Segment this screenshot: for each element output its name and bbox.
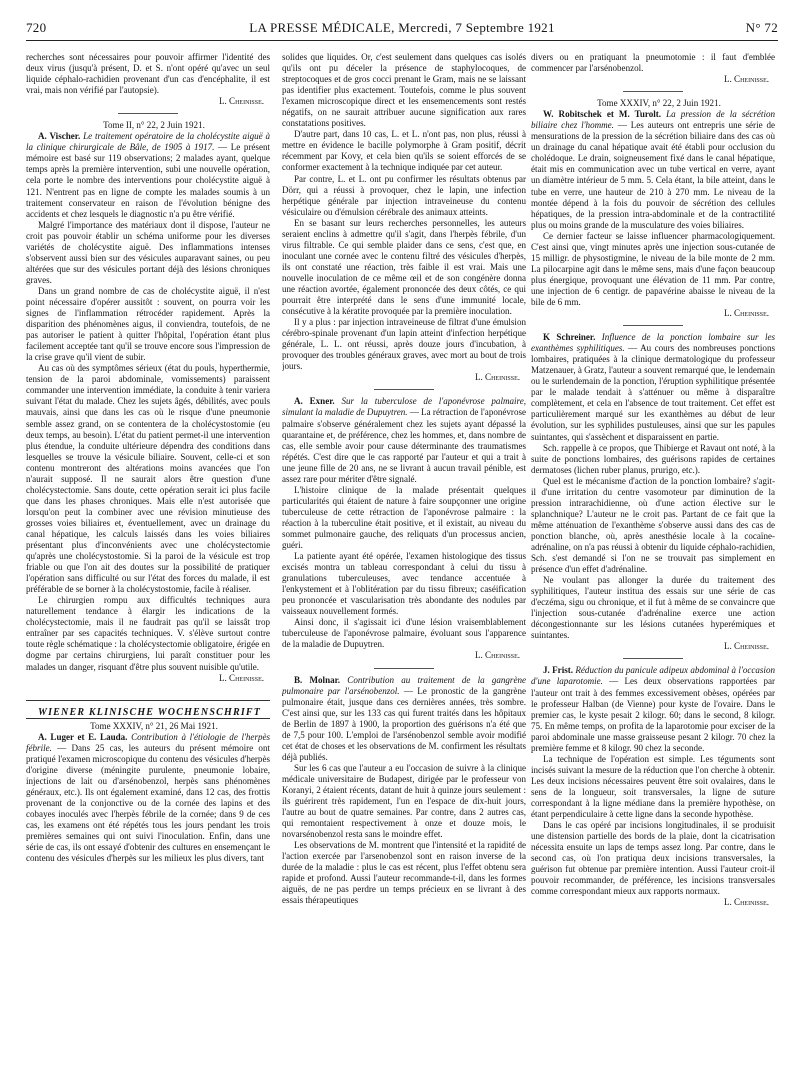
author: A. Luger et E. Lauda. bbox=[38, 731, 128, 742]
paragraph: Malgré l'importance des matériaux dont il dispose, l'auteur ne croit pas pouvoir établir un schéma uniforme pour les diverses variétés de cholécystite aiguë. Des inflammations intenses s'observent aussi bien sur des vésicules auparavant saines, ou peu altérées que sur des vésicules portant déjà des lésions chroniques graves. bbox=[26, 219, 270, 285]
column-2 bbox=[282, 52, 526, 1078]
article-frist bbox=[531, 665, 775, 753]
paragraph: Dans un grand nombre de cas de cholécystite aiguë, il n'est point nécessaire d'opérer aussitôt : souvent, on pourra voir les signes de l'inflammation rétrocéder rapidement. Après la disparition des phénomènes aigus, il conviendra, toutefois, de ne pas autoriser le patient à quitter l'hôpital, l'opération étant plus facilement acceptée tant qu'il se trouve encore sous l'impression de la crise grave qu'il vient de subir. bbox=[26, 285, 270, 363]
paragraph: — Les deux observations rapportées par l'auteur ont trait à des femmes excessivement obèses, opérées par le professeur Halban (de Vienne) pour kyste de l'ovaire. Dans le premier cas, le kyste pesait 2 kilogr. 60; dans le second, 8 kilogr. 75. En même temps, on profita de la laparotomie pour exciser de la paroi abdominale une masse graisseuse pesant 2 kilogr. 70 chez la première femme et 8 kilogr. 90 chez la seconde. bbox=[531, 676, 775, 753]
reference-line: Tome II, n° 22, 2 Juin 1921. bbox=[103, 120, 205, 131]
paragraph: divers ou en pratiquant la pneumotomie : il faut d'emblée commencer par l'arsénobenzol. bbox=[531, 52, 775, 74]
column-1 bbox=[26, 52, 270, 1078]
paragraph: solides que liquides. Or, c'est seulement dans quelques cas isolés qu'ils ont pu déceler la présence de staphylocoques, de streptocoques et de gros cocci prenant le Gram, mais ne se laissant pas identifier plus exactement. Toutefois, comme le plus souvent l'examen microscopique direct et les ensemencements sont restés négatifs, on ne saurait attribuer aucune signification aux rares constatations positives. bbox=[282, 52, 526, 129]
paragraph: Ce dernier facteur se laisse influencer pharmacologiquement. C'est ainsi que, vingt minutes après une injection sous-cutanée de 15 milligr. de physostigmine, le niveau de la bile monte de 2 mm. La pilocarpine agit dans le même sens, mais d'une façon beaucoup plus énergique, provoquant une élévation de 11 mm. Par contre, une injection de 6 centigr. de papavérine abaisse le niveau de la bile de 6 mm. bbox=[531, 230, 775, 307]
article-schreiner bbox=[531, 332, 775, 442]
paragraph: Ainsi donc, il s'agissait ici d'une lésion vraisemblablement tuberculeuse de l'aponévrose palmaire, évoluant sous l'apparence de la maladie de Dupuytren. bbox=[282, 617, 526, 650]
page-header bbox=[26, 18, 778, 41]
divider bbox=[26, 718, 270, 719]
paragraph: — Dans 25 cas, les auteurs du présent mémoire ont pratiqué l'examen microscopique du contenu des vésicules d'herpès d'origine diverse (méningite purulente, pneumonie lobaire, injections de lait ou d'arsénobenzol, herpès sans phénomènes généraux, etc.). Ils ont également examiné, dans 12 cas, des frottis provenant de la conjonctive ou de la cornée des lapins et des cobayes inoculés avec l'herpès fébrile de la cornée; dans 9 de ces cas, les examens ont été répétés tous les jours pendant les trois premières semaines qui ont suivi l'inoculation. Enfin, dans une série de cas, ils ont essayé d'obtenir des cultures en ensemençant le contenu des vésicules d'herpès sur les milieux les plus divers, tant bbox=[26, 742, 270, 864]
author: A. Exner. bbox=[294, 396, 335, 407]
separator bbox=[118, 113, 178, 114]
column-3 bbox=[531, 52, 775, 1078]
article-luger-lauda bbox=[26, 732, 270, 865]
signature: L. Cheinisse. bbox=[218, 96, 264, 107]
article-title: Sur la tuberculose de l'aponévrose palmaire, simulant la maladie de Dupuytren. bbox=[282, 396, 526, 418]
divider bbox=[26, 700, 270, 701]
article-title: Contribution à l'étiologie de l'herpès fébrile. bbox=[26, 731, 270, 753]
running-title: LA PRESSE MÉDICALE, Mercredi, 7 Septembre 1921 bbox=[249, 20, 555, 35]
signature: L. Cheinisse. bbox=[474, 650, 520, 661]
paragraph: — Les auteurs ont entrepris une série de mensurations de la pression de la sécrétion biliaire dans des cas où un drainage du canal hépatique avait été établi pour occlusion du cholédoque. Le drain, soigneusement fixé dans le canal hépatique, était mis en communication avec un tube vertical en verre, ayant un diamètre intérieur de 5 mm. 5. Cela étant, la bile atteint, dans le tube en verre, une hauteur de 210 à 270 mm. Le niveau de la montée dépend à la fois du pouvoir de sécrétion des cellules hépatiques, de la pression intra-abdominale et de la contractilité plus ou moins grande de la musculature des voies biliaires. bbox=[531, 120, 775, 230]
article-vischer bbox=[26, 131, 270, 219]
paragraph: D'autre part, dans 10 cas, L. et L. n'ont pas, non plus, réussi à mettre en évidence le bacille polymorphe à Gram positif, décrit récemment par Kovy, et cela bien qu'ils se soient efforcés de se conformer exactement à la technique indiquée par cet auteur. bbox=[282, 129, 526, 173]
paragraph: Les observations de M. montrent que l'intensité et la rapidité de l'action exercée par l'arsenobenzol sont en raison inverse de la durée de la maladie : plus le cas est récent, plus l'effet obtenu sera rapide et profond. Aussi l'auteur recommande-t-il, dans les formes aiguës, de ne pas perdre un temps précieux en se livrant à des essais thérapeutiques bbox=[282, 840, 526, 906]
article-title: Contribution au traitement de la gangrène pulmonaire par l'arsénobenzol. bbox=[282, 674, 526, 696]
separator bbox=[623, 658, 683, 659]
signature: L. Cheinisse. bbox=[218, 672, 264, 683]
article-title: Influence de la ponction lombaire sur les exanthèmes syphilitiques. bbox=[531, 332, 775, 354]
paragraph: recherches sont nécessaires pour pouvoir affirmer l'identité des deux virus (jusqu'à présent, D. et S. n'ont opéré qu'avec un seul liquide céphalo-rachidien provenant d'un cas d'encéphalite, il est vrai, mais non vérifié par l'autopsie). bbox=[26, 52, 270, 96]
signature: L. Cheinisse. bbox=[723, 308, 769, 319]
separator bbox=[374, 389, 434, 390]
article-molnar bbox=[282, 675, 526, 763]
author: B. Molnar. bbox=[294, 674, 341, 685]
signature: L. Cheinisse. bbox=[723, 74, 769, 85]
paragraph: Ne voulant pas allonger la durée du traitement des syphilitiques, l'auteur institua des essais sur une série de cas d'eczéma, sigu ou chronique, et il fut à même de se convaincre que l'injection sous-cutanée d'adrénaline exerce une action décongestionnante sur les lésions cutanées hyperémiques et suintantes. bbox=[531, 575, 775, 641]
paragraph: Quel est le mécanisme d'action de la ponction lombaire? s'agit-il d'une irritation du centre vasomoteur par diminution de la pression intrarachidienne, où d'une action élective sur le splanchnique? L'auteur ne le croit pas. Partant de ce fait que la même atténuation de l'exanthème s'observe aussi dans des cas de ponction blanche, où, après anesthésie locale à la cocaïne-adrénaline, on n'a pas réussi à obtenir du liquide céphalo-rachidien, Sch. s'est demandé si l'on ne se trouvait pas simplement en présence d'un effet d'adrénaline. bbox=[531, 475, 775, 575]
journal-title: WIENER KLINISCHE WOCHENSCHRIFT bbox=[38, 706, 262, 718]
paragraph: — Au cours des nombreuses ponctions lombaires, pratiquées à la clinique dermatologique du professeur Matzenauer, à Gratz, l'auteur a souvent remarqué que, le lendemain ou le surlendemain de la ponction, l'éruption syphilitique présentée par le malade tendait à s'atténuer ou même à disparaître complètement, et cela en l'absence de tout traitement. Cet effet est particulièrement marqué sur les exanthèmes au début de leur évolution, sur les syphilides pustuleuses, ainsi que sur les papules suintantes, qui s'assèchent et disparaissent en partie. bbox=[531, 343, 775, 442]
paragraph: Il y a plus : par injection intraveineuse de filtrat d'une émulsion cérébro-spinale provenant d'un lapin atteint d'infection herpétique générale, L. L. ont réussi, après douze jours d'incubation, à provoquer des troubles généraux graves, avec mort au bout de trois jours. bbox=[282, 317, 526, 372]
separator bbox=[623, 91, 683, 92]
paragraph: — Le présent mémoire est basé sur 119 observations; 2 malades ayant, quelque temps après la première intervention, subi une nouvelle opération, cela porte le nombre des interventions pour cholécystite aiguë à 121. N'entrent pas en ligne de compte les malades soumis à un traitement conservateur en raison de l'évolution bénigne des accidents et chez lesquels le diagnostic n'a pu être vérifié. bbox=[26, 142, 270, 219]
author: K Schreiner. bbox=[543, 332, 596, 343]
author: A. Vischer. bbox=[38, 131, 81, 142]
article-title: La pression de la sécrétion biliaire chez l'homme. bbox=[531, 109, 775, 131]
signature: L. Cheinisse. bbox=[474, 372, 520, 383]
paragraph: La technique de l'opération est simple. Les téguments sont incisés suivant la mesure de la réduction que l'on cherche à obtenir. Les deux incisions nécessaires peuvent être soit ovalaires, dans le sens de la longueur, soit transversales, la ligne de suture correspondant à la ligne médiane dans la première hypothèse, on étant perpendiculaire à cette ligne dans la seconde hypothèse. bbox=[531, 753, 775, 820]
article-robitschek-turolt bbox=[531, 109, 775, 231]
paragraph: La patiente ayant été opérée, l'examen histologique des tissus excisés montra un tableau correspondant à celui du tissu à granulations tuberculeuses, avec tendance accentuée à l'enkystement et à l'oblitération par du tissu fibreux; caséification peu prononcée et vascularisation très abondante des nodules par vaisseaux nouvellement formés. bbox=[282, 551, 526, 617]
reference-line: Tome XXXIV, n° 21, 26 Mai 1921. bbox=[90, 720, 218, 731]
paragraph: Sch. rappelle à ce propos, que Thibierge et Ravaut ont noté, à la suite de ponctions lombaires, des guérisons rapides de certaines dermatoses (lichen ruber planus, prurigo, etc.). bbox=[531, 442, 775, 475]
paragraph: Le chirurgien rompu aux difficultés techniques aura naturellement tendance à élargir les indications de la cholécystectomie, mais il ne faudrait pas qu'il se laissât trop entraîner par ses capacités techniques. V. s'élève surtout contre toute règle schématique : la cholécystectomie obligatoire, érigée en dogme par certains chirurgiens, lui paraît constituer pour les malades un danger, risquant d'être plus souvent nuisible qu'utile. bbox=[26, 595, 270, 672]
author: J. Frist. bbox=[543, 665, 574, 676]
reference-line: Tome XXXIV, n° 22, 2 Juin 1921. bbox=[597, 98, 721, 109]
paragraph: Sur les 6 cas que l'auteur a eu l'occasion de suivre à la clinique médicale universitaire de Budapest, dirigée par le professeur von Koranyi, 2 étaient récents, datant de huit à quinze jours seulement : ils guérirent très rapidement, l'un en l'espace de dix-huit jours, l'autre au bout de quatre semaines. Par contre, dans 2 autres cas, qui remontaient respectivement à onze et douze mois, le novarsénobenzol resta sans le moindre effet. bbox=[282, 762, 526, 840]
paragraph: Au cas où des symptômes sérieux (état du pouls, hyperthermie, tension de la paroi abdominale, vomissements) paraissent commander une intervention immédiate, la conduite à tenir variera suivant l'état du malade. Chez les sujets âgés, débilités, avec pouls mauvais, ainsi que dans les cas où le risque d'une pneumonie semble assez grand, on se contentera de la cholécystostomie (eu deux temps, au besoin). L'état du patient permet-il une intervention plus étendue, la conduite ultérieure dépendra des conditions dans lesquelles se trouve la vésicule biliaire. Souvent, celle-ci et son contenu montreront des altérations moins avancées que l'on n'aurait supposé. Il ne saurait alors être question d'une cholécystectomie. Sans doute, cette opération serait ici plus facile que dans les phases chroniques. Mais elle n'est autorisée que lorsqu'on peut la combiner avec une révision minutieuse des grosses voies biliaires et, éventuellement, avec un drainage du canal hépatique, les calculs laissés dans les voies biliaires présentant plus d'inconvénients avec une cholécystectomie qu'après une cholécystostomie. Si la paroi de la vésicule est trop friable ou que l'on ait des doutes sur la possibilité de pratiquer l'opération sans difficulté ou sur l'état des forces du malade, il est préférable de se borner à la cholécystostomie, facile à réaliser. bbox=[26, 363, 270, 595]
paragraph: — La rétraction de l'aponévrose palmaire s'observe généralement chez les sujets ayant dépassé la quarantaine et, de préférence, chez les hommes, et, dans nombre de cas, elle semble avoir pour cause déterminante des traumatismes répétés. C'est dire que le cas rapporté par l'auteur et qui a trait à une jeune fille de 20 ans, ne se livrant à aucun travail pénible, est assez rare pour mériter d'être signalé. bbox=[282, 407, 526, 484]
issue-number: N° 72 bbox=[745, 20, 778, 35]
article-title: Réduction du panicule adipeux abdominal à l'occasion d'une laparotomie. bbox=[531, 665, 775, 687]
author: W. Robitschek et M. Turolt. bbox=[543, 109, 662, 120]
article-title: Le traitement opératoire de la cholécystite aiguë à la clinique chirurgicale de Bâle, de 1905 à 1917. bbox=[26, 131, 270, 153]
paragraph: L'histoire clinique de la malade présentait quelques particularités qui étaient de nature à faire soupçonner une origine tuberculeuse de cette rétraction de l'aponévrose palmaire : la réaction à la tuberculine était positive, et il existait, au niveau du sommet pulmonaire gauche, des reliquats d'un processus ancien, guéri. bbox=[282, 484, 526, 551]
paragraph: Dans le cas opéré par incisions longitudinales, il se produisit une distension partielle des bords de la plaie, dont la cicatrisation nécessita ensuite un laps de temps assez long. Par contre, dans le second cas, où l'on pratiqua deux incisions transversales, la guérison fut obtenue par première intention. Aussi l'auteur croit-il pouvoir recommander, de préférence, les incisions transversales comme correspondant mieux aux rapports normaux. bbox=[531, 820, 775, 897]
article-exner bbox=[282, 396, 526, 484]
page-number: 720 bbox=[26, 20, 47, 35]
signature: L. Cheinisse. bbox=[723, 641, 769, 652]
paragraph: En se basant sur leurs recherches personnelles, les auteurs seraient enclins à admettre qu'il s'agit, dans l'herpès fébrile, d'un virus filtrable. Ce qui semble plaider dans ce sens, c'est que, en inoculant une cornée avec le contenu filtré des vésicules d'herpès, ils ont constaté une réaction, très faible il est vrai. Mais une nouvelle inoculation de ce même œil et de son congénère donna une réaction avortée, également prononcée des deux côtés, ce qui pourrait être interprété dans le sens d'une immunité locale, consécutive à la kératite provoquée par la première inoculation. bbox=[282, 217, 526, 317]
separator bbox=[623, 325, 683, 326]
paragraph: Par contre, L. et L. ont pu confirmer les résultats obtenus par Dörr, qui a réussi à provoquer, chez le lapin, une infection herpétique générale par injection intraveineuse du contenu vésiculaire ou d'émulsion cérébrale des animaux atteints. bbox=[282, 173, 526, 217]
signature: L. Cheinisse. bbox=[723, 897, 769, 908]
paragraph: — Le pronostic de la gangrène pulmonaire était, jusque dans ces dernières années, très sombre. C'est ainsi que, sur les 133 cas qui furent traités dans les hôpitaux de Berlin de 1897 à 1900, la proportion des guérisons n'a été que de 7,5 pour 100. L'emploi de l'arsénobenzol semble avoir modifié cet état de choses et les observations de M. confirment les résultats déjà publiés. bbox=[282, 685, 526, 762]
separator bbox=[374, 668, 434, 669]
